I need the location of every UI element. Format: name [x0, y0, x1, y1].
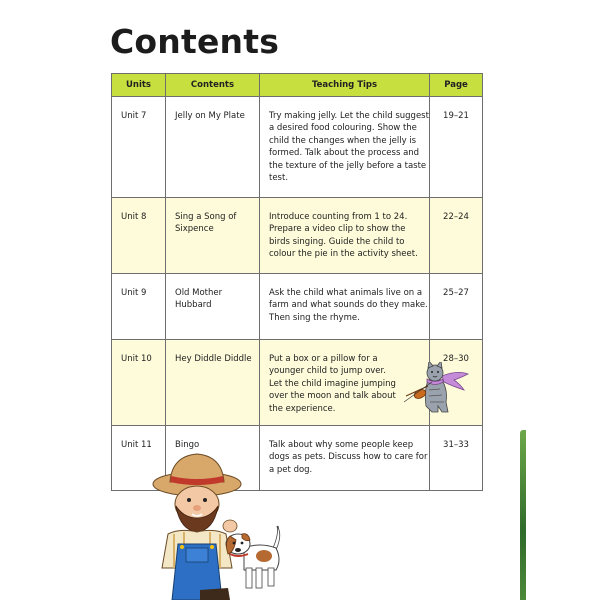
contents-cell: Hey Diddle Diddle [166, 340, 260, 426]
unit-cell: Unit 9 [112, 274, 166, 340]
page-cell: 22–24 [430, 198, 483, 274]
contents-cell: Jelly on My Plate [166, 97, 260, 198]
unit-cell: Unit 11 [112, 426, 166, 491]
tips-cell: Talk about why some people keep dogs as pets. Discuss how to care for a pet dog. [260, 426, 430, 491]
unit-cell: Unit 10 [112, 340, 166, 426]
table-row [112, 274, 483, 340]
unit-cell: Unit 8 [112, 198, 166, 274]
table-header-row [112, 74, 483, 97]
column-header-teaching-tips: Teaching Tips [260, 74, 430, 97]
page-title: Contents [110, 22, 280, 61]
tips-cell: Try making jelly. Let the child suggest a desired food colouring. Show the child the changes when the jelly is formed. Talk about the process and the texture of the jelly before a taste test. [260, 97, 430, 198]
tips-cell: Put a box or a pillow for a younger child to jump over. Let the child imagine jumping over the moon and talk about the experience. [260, 340, 430, 426]
contents-cell: Bingo [166, 426, 260, 491]
cat-with-violin-icon [402, 362, 474, 414]
grass-edge-decoration [520, 430, 526, 600]
contents-cell: Old Mother Hubbard [166, 274, 260, 340]
tips-cell: Introduce counting from 1 to 24. Prepare a video clip to show the birds singing. Guide the child to colour the pie in the activity sheet. [260, 198, 430, 274]
page-cell: 28–30 [430, 340, 483, 426]
page-cell: 25–27 [430, 274, 483, 340]
table-row [112, 97, 483, 198]
page-cell: 19–21 [430, 97, 483, 198]
column-header-page: Page [430, 74, 483, 97]
table-row [112, 198, 483, 274]
contents-table [111, 73, 483, 491]
column-header-contents: Contents [166, 74, 260, 97]
contents-cell: Sing a Song of Sixpence [166, 198, 260, 274]
page-cell: 31–33 [430, 426, 483, 491]
unit-cell: Unit 7 [112, 97, 166, 198]
tips-cell: Ask the child what animals live on a farm and what sounds do they make. Then sing the rhyme. [260, 274, 430, 340]
column-header-units: Units [112, 74, 166, 97]
dog-icon [216, 524, 288, 592]
